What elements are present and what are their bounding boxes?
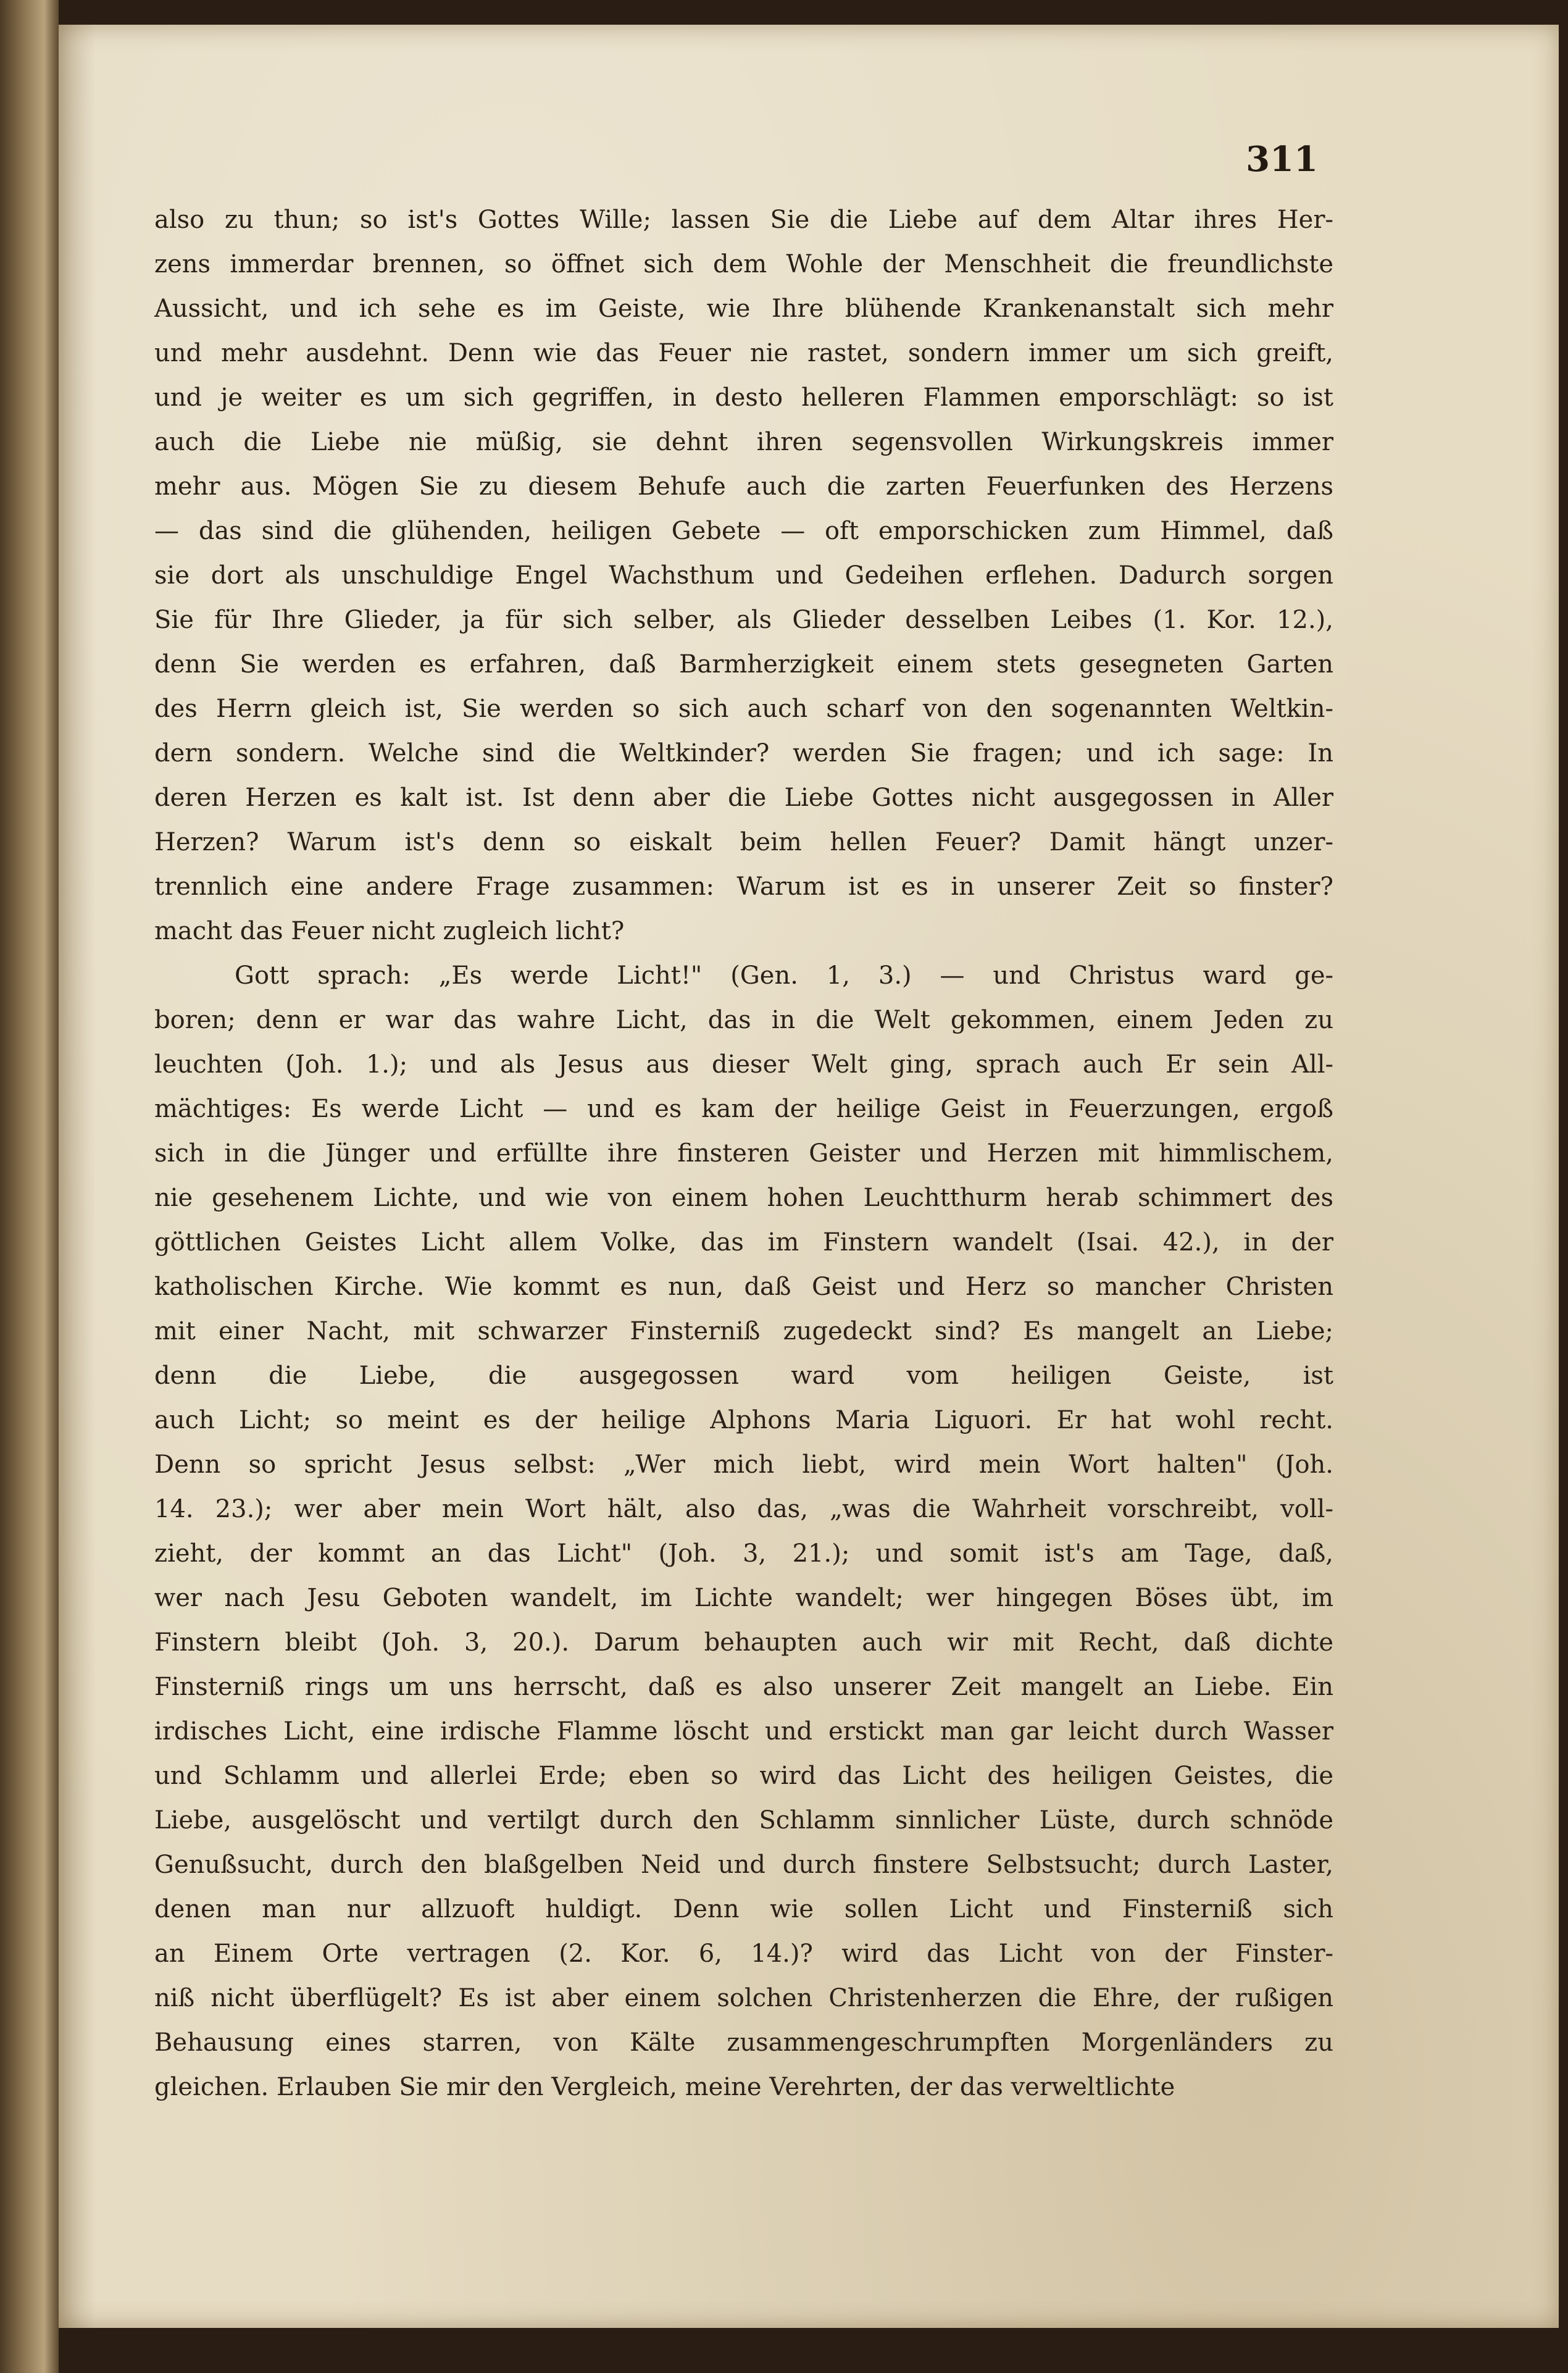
text-line: Behausung eines starren, von Kälte zusammengeschrumpften Morgenländers zu: [154, 2028, 1333, 2057]
text-line: göttlichen Geistes Licht allem Volke, das im Finstern wandelt (Isai. 42.), in der: [154, 1228, 1333, 1257]
text-line: niß nicht überflügelt? Es ist aber einem solchen Christenherzen die Ehre, der rußigen: [154, 1984, 1333, 2012]
text-line: deren Herzen es kalt ist. Ist denn aber die Liebe Gottes nicht ausgegossen in Aller: [154, 784, 1333, 812]
body-text: [154, 198, 1333, 2109]
text-line: Aussicht, und ich sehe es im Geiste, wie Ihre blühende Krankenanstalt sich mehr: [154, 295, 1333, 323]
text-line: 14. 23.); wer aber mein Wort hält, also das, „was die Wahrheit vorschreibt, voll-: [154, 1495, 1333, 1523]
text-line: irdisches Licht, eine irdische Flamme löscht und erstickt man gar leicht durch Wasser: [154, 1717, 1333, 1746]
text-line: Finsterniß rings um uns herrscht, daß es also unserer Zeit mangelt an Liebe. Ein: [154, 1673, 1333, 1701]
text-line: Gott sprach: „Es werde Licht!" (Gen. 1, 3.) — und Christus ward ge-: [235, 961, 1333, 990]
text-line: boren; denn er war das wahre Licht, das in die Welt gekommen, einem Jeden zu: [154, 1006, 1333, 1034]
text-line: denn die Liebe, die ausgegossen ward vom heiligen Geiste, ist: [154, 1362, 1333, 1390]
text-line: gleichen. Erlauben Sie mir den Vergleich, meine Verehrten, der das verweltlichte: [154, 2073, 1175, 2101]
text-line: Genußsucht, durch den blaßgelben Neid und durch finstere Selbstsucht; durch Laster,: [154, 1851, 1333, 1879]
text-line: Finstern bleibt (Joh. 3, 20.). Darum behaupten auch wir mit Recht, daß dichte: [154, 1628, 1333, 1657]
text-line: katholischen Kirche. Wie kommt es nun, daß Geist und Herz so mancher Christen: [154, 1273, 1333, 1301]
text-line: mit einer Nacht, mit schwarzer Finsterniß zugedeckt sind? Es mangelt an Liebe;: [154, 1317, 1333, 1346]
text-line: leuchten (Joh. 1.); und als Jesus aus dieser Welt ging, sprach auch Er sein All-: [154, 1050, 1333, 1079]
text-line: mächtiges: Es werde Licht — und es kam der heilige Geist in Feuerzungen, ergoß: [154, 1095, 1333, 1123]
text-line: Herzen? Warum ist's denn so eiskalt beim hellen Feuer? Damit hängt unzer-: [154, 828, 1333, 856]
text-line: und Schlamm und allerlei Erde; eben so wird das Licht des heiligen Geistes, die: [154, 1762, 1333, 1790]
text-line: auch die Liebe nie müßig, sie dehnt ihren segensvollen Wirkungskreis immer: [154, 428, 1333, 456]
text-line: denn Sie werden es erfahren, daß Barmherzigkeit einem stets gesegneten Garten: [154, 650, 1333, 679]
text-line: trennlich eine andere Frage zusammen: Warum ist es in unserer Zeit so finster?: [154, 873, 1333, 901]
text-line: dern sondern. Welche sind die Weltkinder? werden Sie fragen; und ich sage: In: [154, 739, 1333, 768]
text-line: auch Licht; so meint es der heilige Alphons Maria Liguori. Er hat wohl recht.: [154, 1406, 1333, 1434]
text-line: des Herrn gleich ist, Sie werden so sich auch scharf von den sogenannten Weltkin-: [154, 695, 1333, 723]
text-line: an Einem Orte vertragen (2. Kor. 6, 14.)? wird das Licht von der Finster-: [154, 1940, 1333, 1968]
text-line: Liebe, ausgelöscht und vertilgt durch den Schlamm sinnlicher Lüste, durch schnöde: [154, 1806, 1333, 1835]
text-line: zens immerdar brennen, so öffnet sich dem Wohle der Menschheit die freundlichste: [154, 250, 1333, 278]
text-line: Denn so spricht Jesus selbst: „Wer mich liebt, wird mein Wort halten" (Joh.: [154, 1450, 1333, 1479]
text-line: denen man nur allzuoft huldigt. Denn wie sollen Licht und Finsterniß sich: [154, 1895, 1333, 1923]
text-line: und je weiter es um sich gegriffen, in desto helleren Flammen emporschlägt: so ist: [154, 383, 1333, 412]
text-line: und mehr ausdehnt. Denn wie das Feuer nie rastet, sondern immer um sich greift,: [154, 339, 1333, 367]
text-line: wer nach Jesu Geboten wandelt, im Lichte wandelt; wer hingegen Böses übt, im: [154, 1584, 1333, 1612]
text-line: nie gesehenem Lichte, und wie von einem hohen Leuchtthurm herab schimmert des: [154, 1184, 1333, 1212]
previous-page-edge: [0, 0, 59, 2373]
text-line: — das sind die glühenden, heiligen Gebete — oft emporschicken zum Himmel, daß: [154, 517, 1333, 545]
text-line: also zu thun; so ist's Gottes Wille; lassen Sie die Liebe auf dem Altar ihres Her-: [154, 206, 1333, 234]
text-line: sich in die Jünger und erfüllte ihre finsteren Geister und Herzen mit himmlischem,: [154, 1139, 1333, 1168]
text-line: zieht, der kommt an das Licht" (Joh. 3, 21.); und somit ist's am Tage, daß,: [154, 1539, 1333, 1568]
text-line: macht das Feuer nicht zugleich licht?: [154, 917, 625, 945]
page-number: 311: [1246, 139, 1318, 180]
text-line: mehr aus. Mögen Sie zu diesem Behufe auch die zarten Feuerfunken des Herzens: [154, 472, 1333, 501]
text-line: sie dort als unschuldige Engel Wachsthum und Gedeihen erflehen. Dadurch sorgen: [154, 561, 1333, 590]
text-line: Sie für Ihre Glieder, ja für sich selber, als Glieder desselben Leibes (1. Kor. 12.),: [154, 606, 1333, 634]
